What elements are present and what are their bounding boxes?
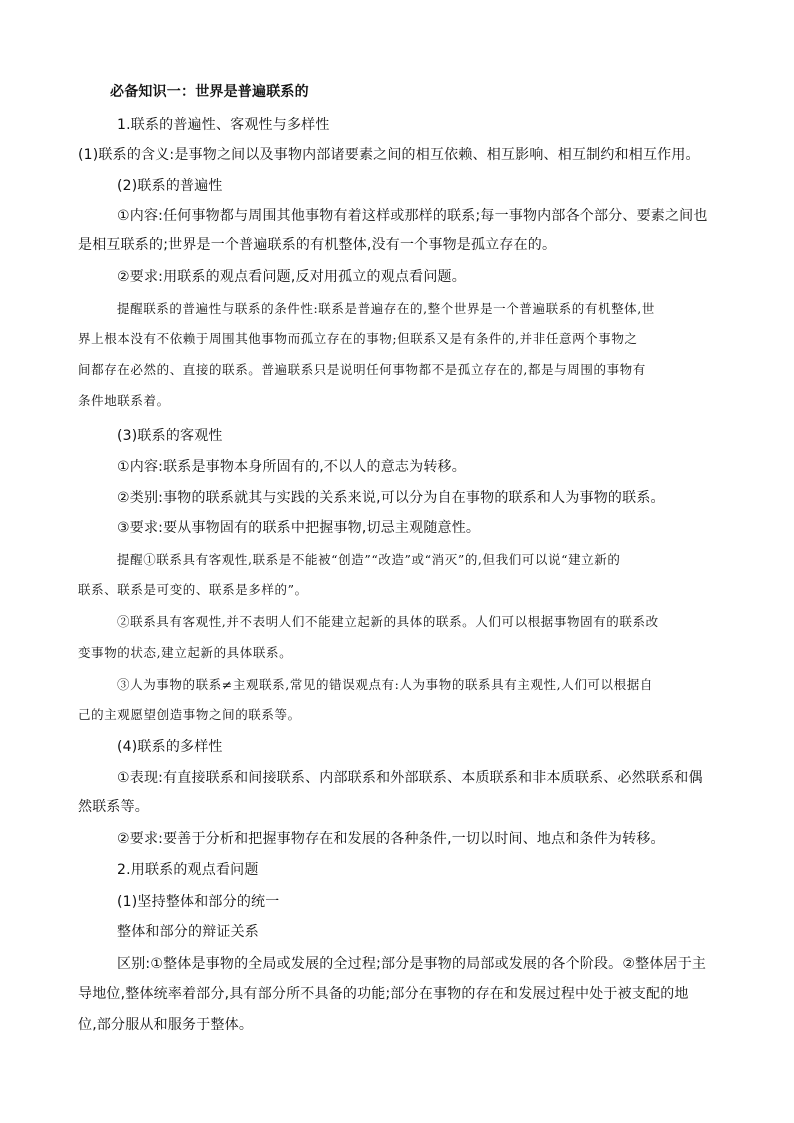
item-title-objectivity: (3)联系的客观性 bbox=[117, 428, 223, 444]
paragraph-difference: 区别:①整体是事物的全局或发展的全过程;部分是事物的局部或发展的各个阶段。②整体居于主 bbox=[117, 956, 707, 972]
item-title-universality: (2)联系的普遍性 bbox=[117, 178, 223, 194]
subsection-title-1: 1.联系的普遍性、客观性与多样性 bbox=[117, 117, 330, 133]
note-line: 提醒联系的普遍性与联系的条件性:联系是普遍存在的,整个世界是一个普遍联系的有机整体,世 bbox=[117, 301, 655, 316]
note-line: 己的主观愿望创造事物之间的联系等。 bbox=[78, 707, 301, 722]
note-line: 变事物的状态,建立起新的具体联系。 bbox=[78, 645, 293, 660]
note-line: 提醒①联系具有客观性,联系是不能被“创造”“改造”或“消灭”的,但我们可以说“建立新的 bbox=[117, 552, 621, 567]
paragraph-difference-cont: 导地位,整体统率着部分,具有部分所不具备的功能;部分在事物的存在和发展过程中处于被支配的地 bbox=[78, 986, 689, 1002]
note-line: 间都存在必然的、直接的联系。普遍联系只是说明任何事物都不是孤立存在的,都是与周围的事物有 bbox=[78, 362, 646, 377]
note-line: 联系、联系是可变的、联系是多样的”。 bbox=[78, 582, 308, 597]
note-line: ③人为事物的联系≠主观联系,常见的错误观点有:人为事物的联系具有主观性,人们可以根据自 bbox=[117, 677, 653, 692]
paragraph-objectivity-content: ①内容:联系是事物本身所固有的,不以人的意志为转移。 bbox=[117, 459, 466, 475]
paragraph-dialectical-relation: 整体和部分的辩证关系 bbox=[117, 924, 259, 940]
paragraph-diversity-content-cont: 然联系等。 bbox=[78, 799, 149, 815]
note-line: 条件地联系着。 bbox=[78, 393, 170, 408]
paragraph-diversity-content: ①表现:有直接联系和间接联系、内部联系和外部联系、本质联系和非本质联系、必然联系和偶 bbox=[117, 770, 703, 786]
item-title-diversity: (4)联系的多样性 bbox=[117, 739, 223, 755]
paragraph-definition: (1)联系的含义:是事物之间以及事物内部诸要素之间的相互依赖、相互影响、相互制约和相互作用。 bbox=[78, 147, 700, 163]
paragraph-objectivity-requirement: ③要求:要从事物固有的联系中把握事物,切忌主观随意性。 bbox=[117, 520, 481, 536]
paragraph-diversity-requirement: ②要求:要善于分析和把握事物存在和发展的各种条件,一切以时间、地点和条件为转移。 bbox=[117, 831, 665, 847]
paragraph-universality-content: ①内容:任何事物都与周围其他事物有着这样或那样的联系;每一事物内部各个部分、要素之间也 bbox=[117, 208, 708, 224]
paragraph-universality-content-cont: 是相互联系的;世界是一个普遍联系的有机整体,没有一个事物是孤立存在的。 bbox=[78, 237, 557, 253]
item-title-whole-part: (1)坚持整体和部分的统一 bbox=[117, 894, 280, 910]
paragraph-objectivity-type: ②类别:事物的联系就其与实践的关系来说,可以分为自在事物的联系和人为事物的联系。 bbox=[117, 490, 665, 506]
note-line: ②联系具有客观性,并不表明人们不能建立起新的具体的联系。人们可以根据事物固有的联系改 bbox=[117, 614, 659, 629]
paragraph-universality-requirement: ②要求:用联系的观点看问题,反对用孤立的观点看问题。 bbox=[117, 269, 466, 285]
subsection-title-2: 2.用联系的观点看问题 bbox=[117, 862, 259, 878]
paragraph-difference-cont: 位,部分服从和服务于整体。 bbox=[78, 1017, 254, 1033]
section-heading: 必备知识一：世界是普遍联系的 bbox=[110, 84, 309, 100]
note-line: 界上根本没有不依赖于周围其他事物而孤立存在的事物;但联系又是有条件的,并非任意两个事物之 bbox=[78, 331, 638, 346]
